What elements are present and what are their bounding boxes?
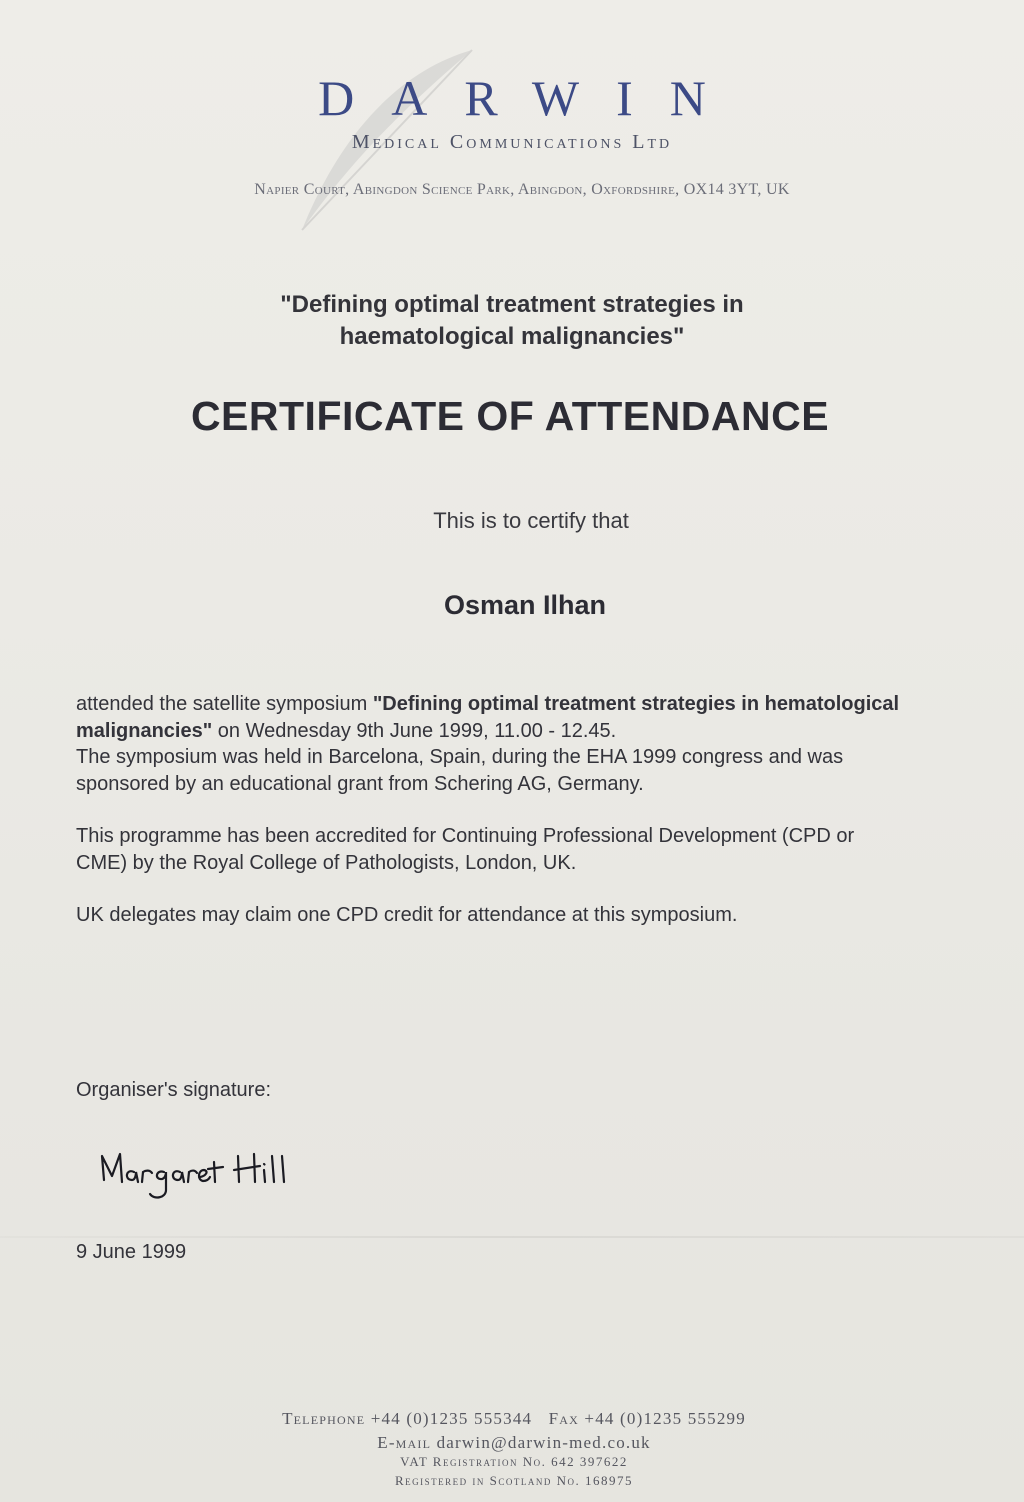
fax-number: +44 (0)1235 555299 (584, 1409, 746, 1428)
footer-registration: Registered in Scotland No. 168975 (394, 1473, 634, 1488)
company-logo-text: DARWIN (318, 70, 743, 126)
fax-label: Fax (548, 1409, 579, 1428)
company-address: Napier Court, Abingdon Science Park, Abingdon, Oxfordshire, OX14 3YT, UK (254, 181, 790, 198)
signature-label: Organiser's signature: (76, 1079, 272, 1101)
footer-vat: VAT Registration No. 642 397622 (400, 1454, 628, 1469)
footer-email (0, 1431, 1024, 1455)
attendance-datetime: on Wednesday 9th June 1999, 11.00 - 12.45. (212, 719, 617, 742)
certificate-heading: CERTIFICATE OF ATTENDANCE (190, 393, 830, 439)
attendance-symposium-title: "Defining optimal treatment strategies in hematological malignancies" (76, 693, 900, 742)
footer-phone-fax (0, 1407, 1024, 1431)
attendance-location: The symposium was held in Barcelona, Spain, during the EHA 1999 congress and was sponsored by an educational grant from Schering AG, Germany. (76, 746, 844, 795)
telephone-number: +44 (0)1235 555344 (370, 1409, 533, 1428)
telephone-label: Telephone (282, 1409, 366, 1428)
paper-fold-line (0, 1236, 1024, 1238)
email-label: E-mail (377, 1433, 432, 1452)
signature-date: 9 June 1999 (76, 1241, 187, 1263)
company-subtitle: Medical Communications Ltd (351, 131, 673, 153)
handwritten-signature (96, 1142, 306, 1212)
attendance-paragraph (76, 691, 906, 797)
attendance-lead: attended the satellite symposium (76, 693, 373, 715)
cpd-credit-paragraph: UK delegates may claim one CPD credit for attendance at this symposium. (76, 904, 738, 926)
symposium-title-line1: "Defining optimal treatment strategies in (280, 291, 744, 318)
symposium-title (0, 289, 1024, 353)
certify-text: This is to certify that (433, 508, 629, 533)
symposium-title-line2: haematological malignancies" (339, 323, 685, 350)
accreditation-paragraph: This programme has been accredited for Continuing Professional Development (CPD or CME) by the Royal College of Pathologists, London, UK. (76, 825, 855, 874)
email-address: darwin@darwin-med.co.uk (436, 1433, 651, 1452)
recipient-name: Osman Ilhan (443, 590, 607, 620)
